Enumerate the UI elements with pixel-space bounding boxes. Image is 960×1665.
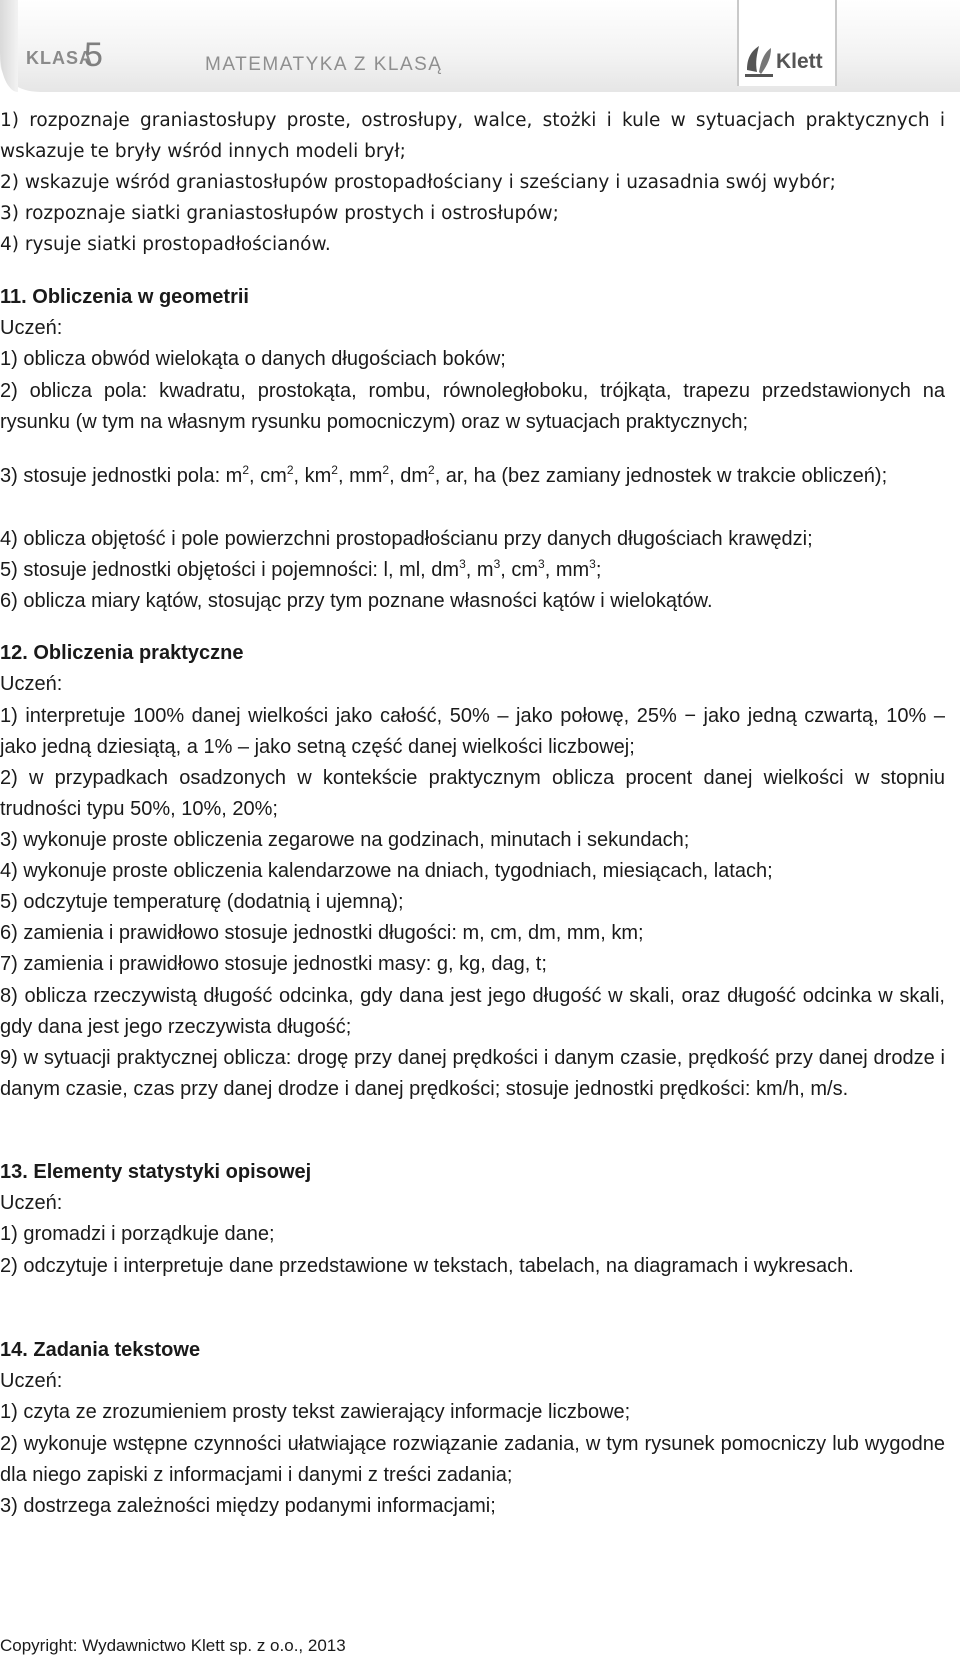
section-12-item-2: 2) w przypadkach osadzonych w kontekście praktycznym oblicza procent danej wielkości w stopniu trudności typu 50%, 10%, 20%; xyxy=(0,767,945,821)
section-12-item-5: 5) odczytuje temperaturę (dodatnią i ujemną); xyxy=(0,891,404,913)
subject-title: MATEMATYKA Z KLASĄ xyxy=(205,54,443,75)
section-12-item-7: 7) zamienia i prawidłowo stosuje jednostki masy: g, kg, dag, t; xyxy=(0,953,547,975)
section-12-item-6: 6) zamienia i prawidłowo stosuje jednostki długości: m, cm, dm, mm, km; xyxy=(0,922,644,944)
section-13-item-1: 1) gromadzi i porządkuje dane; xyxy=(0,1223,275,1245)
section-14-title: 14. Zadania tekstowe xyxy=(0,1339,201,1361)
intro-item-2: 2) wskazuje wśród graniastosłupów prostopadłościany i sześciany i uzasadnia swój wybór; xyxy=(0,172,836,193)
section-11-item-3: 3) stosuje jednostki pola: $m^2$, $cm^2$, $km^2$, $mm^2$, $dm^2$, ar, ha (bez zamiany jednostek w trakcie obliczeń); xyxy=(0,463,888,487)
section-13-item-2: 2) odczytuje i interpretuje dane przedstawione w tekstach, tabelach, na diagramach i wykresach. xyxy=(0,1255,854,1277)
section-11-item-1: 1) oblicza obwód wielokąta o danych długościach boków; xyxy=(0,348,506,370)
section-12-item-4: 4) wykonuje proste obliczenia kalendarzowe na dniach, tygodniach, miesiącach, latach; xyxy=(0,860,773,882)
section-11-title: 11. Obliczenia w geometrii xyxy=(0,286,249,308)
publisher-logo-text: Klett xyxy=(776,50,823,73)
section-11-item-4: 4) oblicza objętość i pole powierzchni prostopadłościanu przy danych długościach krawędzi; xyxy=(0,528,813,550)
intro-item-3: 3) rozpoznaje siatki graniastosłupów prostych i ostrosłupów; xyxy=(0,203,559,224)
section-14-item-2: 2) wykonuje wstępne czynności ułatwiające rozwiązanie zadania, w tym rysunek pomocniczy lub wygodne dla niego zapiski z informacjami i danymi z treści zadania; xyxy=(0,1433,945,1487)
class-number: 5 xyxy=(84,36,103,74)
section-13-title: 13. Elementy statystyki opisowej xyxy=(0,1161,312,1183)
section-12-title: 12. Obliczenia praktyczne xyxy=(0,642,244,664)
klett-logo-icon xyxy=(743,40,777,80)
section-11-item-6: 6) oblicza miary kątów, stosując przy tym poznane własności kątów i wielokątów. xyxy=(0,590,713,612)
section-12-student: Uczeń: xyxy=(0,673,63,695)
page-header xyxy=(0,0,960,96)
section-14-student: Uczeń: xyxy=(0,1370,63,1392)
header-left-decoration xyxy=(0,0,18,92)
section-14-item-3: 3) dostrzega zależności między podanymi informacjami; xyxy=(0,1495,496,1517)
intro-item-1: 1) rozpoznaje graniastosłupy proste, ostrosłupy, walce, stożki i kule w sytuacjach praktycznych i wskazuje te bryły wśród innych modeli brył; xyxy=(0,110,945,163)
section-13-student: Uczeń: xyxy=(0,1192,63,1214)
section-12-item-9: 9) w sytuacji praktycznej oblicza: drogę przy danej prędkości i danym czasie, prędkość przy danej drodze i danym czasie, czas przy danej drodze i danej prędkości; stosuje jednostki prędkości: km/h, m/s. xyxy=(0,1047,945,1101)
section-12-item-3: 3) wykonuje proste obliczenia zegarowe na godzinach, minutach i sekundach; xyxy=(0,829,690,851)
section-14-item-1: 1) czyta ze zrozumieniem prosty tekst zawierający informacje liczbowe; xyxy=(0,1401,631,1423)
section-12-item-8: 8) oblicza rzeczywistą długość odcinka, gdy dana jest jego długość w skali, oraz długość odcinka w skali, gdy dana jest jego rzeczywista długość; xyxy=(0,985,945,1039)
intro-item-4: 4) rysuje siatki prostopadłościanów. xyxy=(0,234,331,255)
section-11-item-2: 2) oblicza pola: kwadratu, prostokąta, rombu, równoległoboku, trójkąta, trapezu przedstawionych na rysunku (w tym na własnym rysunku pomocniczym) oraz w sytuacjach praktycznych; xyxy=(0,380,945,434)
copyright-footer: Copyright: Wydawnictwo Klett sp. z o.o., 2013 xyxy=(0,1636,346,1655)
section-11-item-5: 5) stosuje jednostki objętości i pojemności: l, ml, $dm^3$, $m^3$, $cm^3$, $mm^3$; xyxy=(0,557,602,581)
section-12-item-1: 1) interpretuje 100% danej wielkości jako całość, 50% – jako połowę, 25% − jako jedną czwartą, 10% – jako jedną dziesiątą, a 1% – jako setną część danej wielkości liczbowej; xyxy=(0,705,945,759)
section-11-student: Uczeń: xyxy=(0,317,63,339)
class-label: KLASA xyxy=(26,48,93,68)
